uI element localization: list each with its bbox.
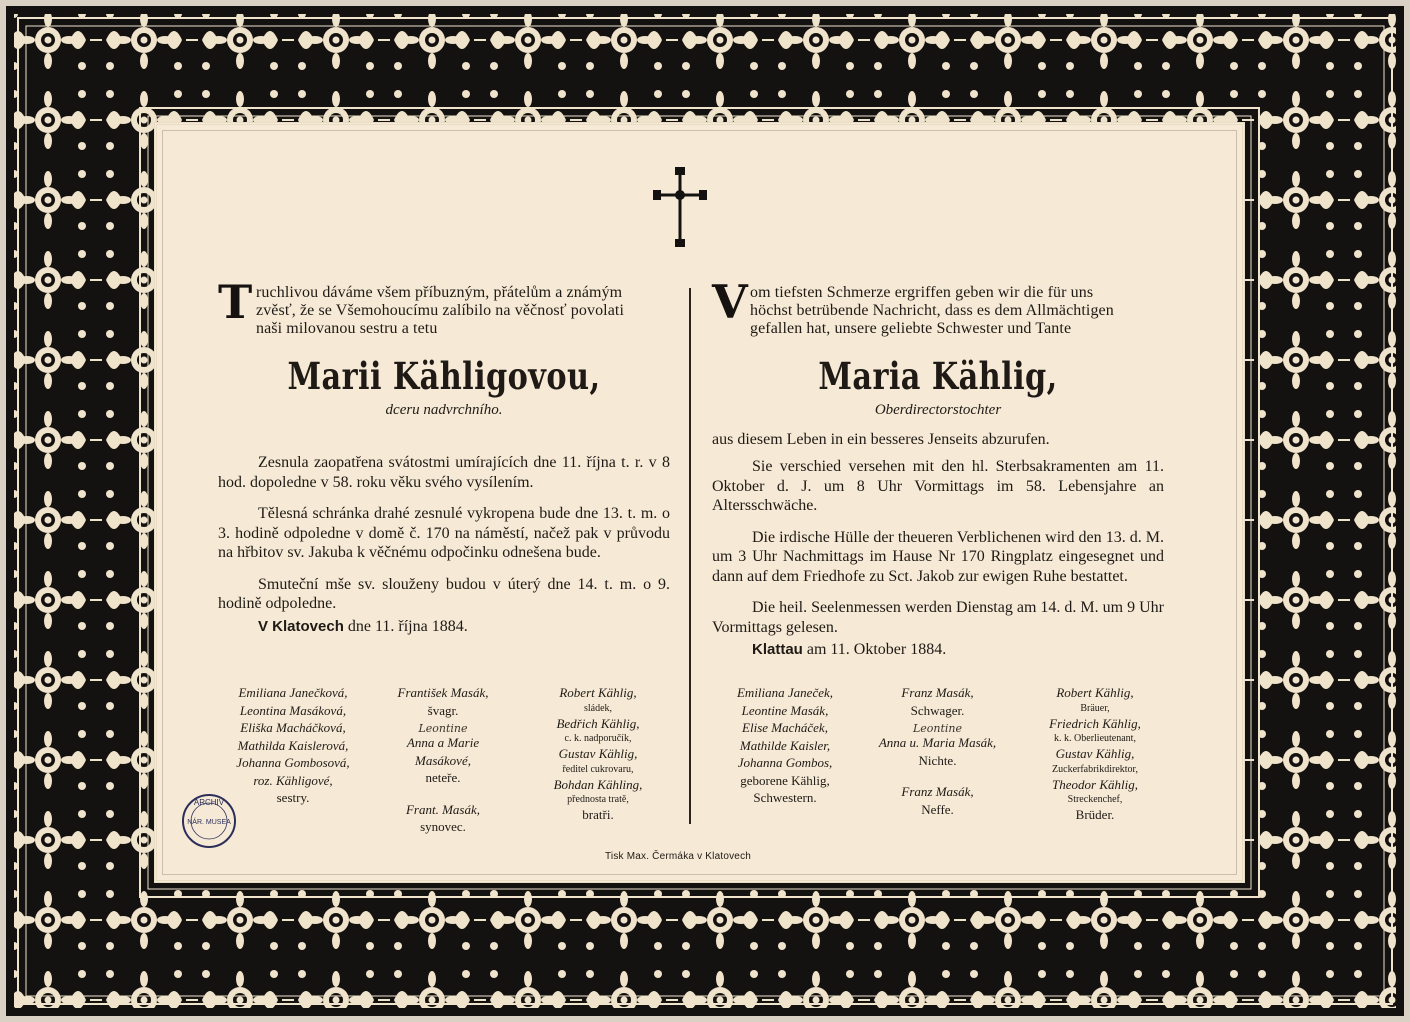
signature-brothers	[1015, 684, 1175, 824]
handwritten-note: Leontine	[418, 722, 468, 735]
signer: Leontine Masák,	[741, 702, 829, 718]
signer-role: k. k. Oberlieutenant,	[1054, 733, 1136, 744]
paragraph-mass: Die heil. Seelenmessen werden Dienstag am 14. d. M. um 9 Uhr Vormittags gelesen.	[712, 599, 1164, 636]
date-text: dne 11. října 1884.	[347, 617, 468, 635]
signer-relation: Brüder.	[1075, 807, 1115, 822]
signer-relation: sestry.	[276, 790, 310, 805]
paragraph-death: Sie verschied versehen mit den hl. Sterbsakramenten am 11. Oktober d. J. um 8 Uhr Vormittags im 58. Lebensjahre an Altersschwäche.	[712, 458, 1164, 514]
place-name: Klattau	[752, 641, 803, 658]
deceased-name-czech: Marii Kähligovou,	[287, 354, 601, 398]
deceased-title-german: Oberdirectorstochter	[874, 402, 1002, 418]
signature-sisters	[715, 684, 855, 807]
german-dropcap: V	[712, 275, 748, 329]
german-intro	[712, 275, 1164, 338]
signer-role: ředitel cukrovaru,	[562, 763, 634, 775]
handwritten-note: Leontine	[912, 722, 963, 735]
cross-icon	[651, 165, 709, 249]
signer: Masákové,	[415, 752, 471, 768]
archive-stamp	[180, 792, 238, 850]
signer-role: Zuckerfabrikdirektor,	[1052, 763, 1138, 775]
paragraph-death: Zesnula zaopatřena svátostmi umírajících dne 11. října t. r. v 8 hod. dopoledne v 58. roku věku svého vysílením.	[218, 454, 670, 491]
signer-role: Streckenchef,	[1067, 794, 1123, 805]
signer-note: roz. Kähligové,	[253, 772, 333, 788]
signer: Franz Masák,	[901, 784, 974, 799]
intro-line: höchst betrübende Nachricht, dass es dem Allmächtigen	[750, 302, 1114, 319]
signer: František Masák,	[397, 685, 489, 700]
signer: Gustav Kählig,	[558, 746, 638, 761]
signer-relation: Schwestern.	[753, 790, 817, 805]
signer-relation: bratři.	[582, 807, 614, 822]
signer: Robert Kählig,	[559, 685, 637, 700]
signer-role: sládek,	[583, 702, 613, 714]
signer: Anna u. Maria Masák,	[878, 735, 997, 750]
paragraph-funeral: Tělesná schránka drahé zesnulé vykropena bude dne 13. t. m. o 3. hodině odpoledne v domě č. 170 na náměstí, načež pak v průvodu na hřbitov sv. Jakuba k věčnému odpočinku odnešena bude.	[218, 505, 670, 561]
signer-relation: Schwager.	[910, 702, 965, 718]
signer: Friedrich Kählig,	[1049, 715, 1141, 731]
deceased-title-czech: dceru nadvrchního.	[385, 402, 503, 418]
signer: Johanna Gombosová,	[236, 755, 350, 770]
signer: Leontina Masáková,	[239, 702, 347, 718]
signer: Gustav Kählig,	[1055, 746, 1135, 761]
place-date	[712, 641, 1164, 659]
signer-role: c. k. nadporučík,	[564, 733, 632, 744]
czech-dropcap: T	[218, 275, 253, 329]
signer: Eliška Macháčková,	[240, 720, 346, 735]
signer-note: geborene Kählig,	[740, 772, 830, 788]
signer: Robert Kählig,	[1056, 685, 1134, 700]
signer: Mathilde Kaisler,	[739, 737, 831, 753]
paragraph-funeral: Die irdische Hülle der theueren Verblichenen wird den 13. d. M. um 3 Uhr Nachmittags im Hause Nr 170 Ringplatz eingesegnet und dann auf dem Friedhofe zu Sct. Jakob zur ewigen Ruhe bestattet.	[712, 528, 1164, 585]
signer: Bohdan Kähling,	[553, 776, 643, 792]
date-text: am 11. Oktober 1884.	[806, 641, 947, 658]
signer: Theodor Kählig,	[1052, 776, 1138, 792]
signer-role: Bräuer,	[1080, 702, 1110, 714]
signer-role: přednosta tratě,	[567, 794, 629, 805]
signer-relation: neteře.	[425, 770, 461, 785]
signer: Anna a Marie	[406, 735, 480, 750]
intro-line: om tiefsten Schmerze ergriffen geben wir die für uns	[750, 284, 1094, 301]
czech-column	[218, 275, 670, 636]
intro-line: zvěsť, že se Všemohoucímu zalíbilo na věčnosť povolati	[256, 302, 625, 319]
deceased-name-german: Maria Kählig,	[818, 354, 1058, 398]
czech-intro	[218, 275, 670, 338]
signer: Bedřich Kählig,	[556, 715, 640, 731]
signature-sisters	[218, 684, 368, 807]
signer-relation: švagr.	[427, 702, 459, 718]
signer: Mathilda Kaislerová,	[237, 737, 349, 753]
german-column	[712, 275, 1164, 659]
signature-relatives	[855, 684, 1020, 818]
intro-line: ruchlivou dáváme všem příbuzným, přátelům a známým	[256, 284, 623, 301]
signer-relation: Neffe.	[921, 801, 954, 817]
stamp-text: ARCHIV	[193, 798, 225, 807]
signer: Franz Masák,	[901, 685, 974, 700]
signer: Johanna Gombos,	[737, 755, 833, 770]
signer: Emiliana Janeček,	[736, 685, 833, 700]
intro-line: naši milovanou sestru a tetu	[256, 320, 438, 337]
signer: Emiliana Janečková,	[238, 685, 348, 700]
paragraph-mass: Smuteční mše sv. slouženy budou v úterý dne 14. t. m. o 9. hodině odpoledne.	[218, 575, 670, 612]
place-date	[218, 618, 670, 636]
german-after-line: aus diesem Leben in ein besseres Jenseits abzurufen.	[712, 431, 1050, 448]
signer-relation: Nichte.	[918, 752, 957, 768]
signer: Frant. Masák,	[405, 801, 481, 817]
place-name: V Klatovech	[258, 617, 344, 635]
signature-brothers	[518, 684, 678, 824]
stamp-text: NÁR. MUSEA	[187, 819, 231, 826]
printer-imprint: Tisk Max. Čermáka v Klatovech	[605, 851, 752, 862]
intro-line: gefallen hat, unsere geliebte Schwester und Tante	[750, 320, 1072, 337]
signer-relation: synovec.	[420, 819, 466, 834]
signer: Elise Macháček,	[742, 720, 828, 735]
signature-relatives	[368, 684, 518, 836]
column-divider	[689, 288, 691, 824]
